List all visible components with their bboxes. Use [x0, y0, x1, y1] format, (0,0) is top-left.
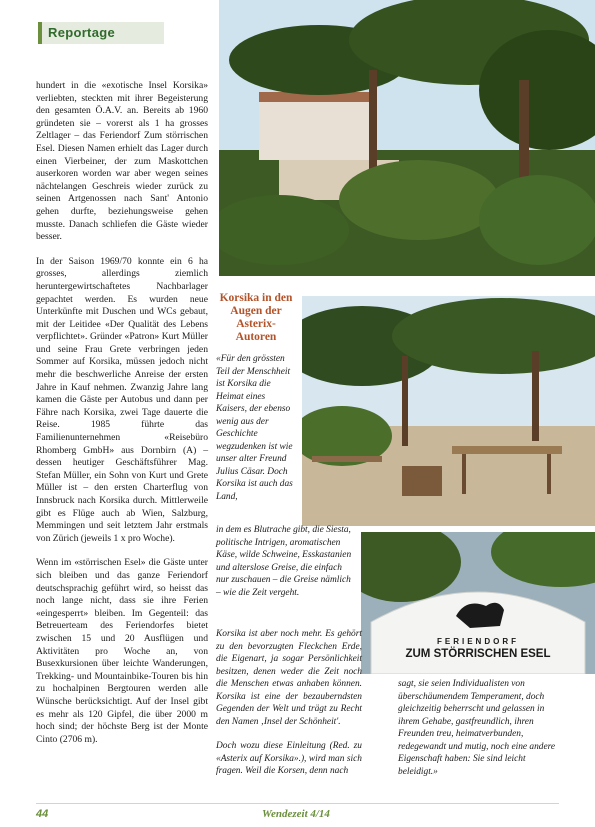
sidebar-box: [216, 292, 296, 503]
sidebar-lower-text: [216, 628, 362, 790]
paragraph: Doch wozu diese Einleitung (Red. zu «Asterix auf Korsika».), wird man sich fragen. Weil die Korsen, denn nach: [216, 741, 362, 776]
photo-sign: [361, 532, 595, 674]
sidebar-title: Korsika in den Augen der Asterix-Autoren: [219, 292, 293, 343]
sign-line2: ZUM STÖRRISCHEN ESEL: [405, 648, 551, 660]
sidebar-quote: «Für den grössten Teil der Menschheit ist Korsika die Heimat eines Kaisers, der ebenso wenig aus der Geschichte wegzudenken ist wie unser alter Freund Julius Cäsar. Doch Korsika ist auch das Land,: [216, 354, 293, 502]
section-tag: [38, 22, 164, 44]
sign-line1: FERIENDORF: [437, 637, 519, 646]
paragraph: Korsika ist aber noch mehr. Es gehört zu den bevorzugten Fleckchen Erde, die Eigenart, ja sogar Persönlichkeit besitzen, denen weder die Zeit noch die Menschen etwas anhaben können. Korsika ist eine der bezauberndsten Gegenden der Welt und trägt zu Recht den Namen ‚Insel der Schönheit'.: [216, 629, 362, 727]
sidebar-right-text: [398, 678, 558, 778]
photo-garden: [219, 0, 595, 276]
paragraph: Wenn im «störrischen Esel» die Gäste unter sich bleiben und das ganze Feriendorf deutschsprachig geführt wird, so heisst das noch lange nicht, dass sie ihre Ferien «eingesperrt» bleiben. Im Gegenteil: das Betreuerteam des Feriendorfes bietet zwischen 15 und 20 Ausflügen und Aktivitäten pro Woche an, von Busexkursionen über leichte Wanderungen, Trekking- und Mountainbike-Touren bis hin zu hochalpinen Bergtouren werden alle Wünsche berücksichtigt. Auf der Insel gibt es mehr als 120 Gipfel, die über 2000 m hoch sind; der höchste Berg ist der Monte Cinto (2706 m).: [36, 557, 208, 745]
section-tag-label: Reportage: [48, 25, 115, 40]
paragraph: in dem es Blutrache gibt, die Siesta, politische Intrigen, aromatischen Käse, wilde Schweine, Esskastanien und alterslose Greise, die einfach nur zuschauen – die Greise nämlich – wie die Zeit vergeht.: [216, 525, 352, 598]
sidebar-quote-continued: [216, 524, 356, 599]
magazine-issue: Wendezeit 4/14: [262, 808, 330, 820]
paragraph: hundert in die «exotische Insel Korsika» verliebten, steckten mit ihrer Begeisterung den gesamten Ö.A.V. an. Bereits ab 1960 gründeten sie – vorerst als 1 ha grosses Zeltlager – das Feriendorf Zum störrischen Esel. Diesen Namen erhielt das Lager durch einen Vierbeiner, der zum Maskottchen auserkoren worden war aber wegen seines nächtelangen Geschreis wieder zurück zu seinen Artgenossen nach Sant' Antonio gehen durfte, beziehungsweise gehen musste. Danach schliefen die Gäste wieder besser.: [36, 80, 208, 243]
article-column-1: [36, 80, 208, 758]
paragraph: sagt, sie seien Individualisten von überschäumendem Temperament, doch gleichzeitig beherrscht und gelassen in ihrem Gehabe, gastfreundlich, ihren Freunden treu, heimatverbunden, redegewandt und mutig, noch eine andere Eigenschaft haben: Sie sind leicht beleidigt.»: [398, 679, 556, 777]
photo-terrace: [302, 296, 595, 526]
footer-divider: [36, 803, 559, 804]
page-number: 44: [36, 808, 49, 820]
paragraph: In der Saison 1969/70 konnte ein 6 ha grosses, allerdings ziemlich heruntergewirtschaftetes Nachbarlager gepachtet werden. Es wurden neue Unterkünfte mit Duschen und WCs gebaut, mit der Leitidee «Der Qualität des Lebens verpflichtet». Gründer «Patron» Kurt Müller und seine Frau Grete verbringen jeden Sommer auf Korsika, müssen jedoch nicht mehr die beschwerliche Anreise der ersten Jahre in Kauf nehmen. Zwanzig Jahre lang kamen die Gäste per Autobus und dann per Fähre nach Korsika, zwei Tage dauerte die Reise. 1985 führte das Familienunternehmen «Reisebüro Rhomberg GmbH» aus Dornbirn (A) – dessen heutiger Geschäftsführer Mag. Stefan Müller, ein Sohn von Kurt und Grete Müller ist – den ersten Charterflug von Innsbruck nach Korsika durch. Mittlerweile gibt es Flüge auch ab Wien, Salzburg, Memmingen und seit letztem Jahr erstmals von Zürich (jeweils 1 x pro Woche).: [36, 255, 208, 544]
